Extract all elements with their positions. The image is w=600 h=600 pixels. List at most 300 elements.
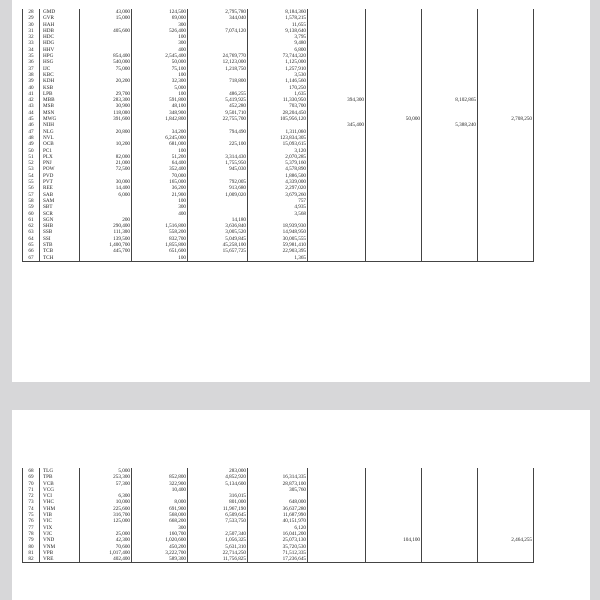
cell-stock-code: PC1 — [40, 148, 80, 154]
cell-row-number: 51 — [23, 154, 40, 160]
cell-value-col-6: 104,100 — [366, 537, 422, 543]
cell-value-col-2: 100 — [132, 148, 188, 154]
cell-row-number: 62 — [23, 223, 40, 229]
cell-value-col-2: 100 — [132, 91, 188, 97]
cell-value-col-2: 160,700 — [132, 531, 188, 537]
cell-value-col-2: 400 — [132, 211, 188, 217]
cell-value-col-1: 29,700 — [80, 91, 132, 97]
cell-value-col-4: 105,956,120 — [248, 116, 308, 122]
cell-value-col-4: 1,365 — [248, 255, 308, 262]
cell-row-number: 65 — [23, 242, 40, 248]
cell-value-col-8: 2,708,250 — [478, 116, 534, 122]
cell-row-number: 58 — [23, 198, 40, 204]
cell-value-col-2: 832,700 — [132, 236, 188, 242]
cell-value-col-3: 7,533,750 — [188, 518, 248, 524]
cell-value-col-4: 40,151,970 — [248, 518, 308, 524]
cell-value-col-1: 290,400 — [80, 223, 132, 229]
cell-value-col-4: 305,760 — [248, 487, 308, 493]
cell-stock-code: VIX — [40, 525, 80, 531]
cell-value-col-4: 703,700 — [248, 103, 308, 109]
table-row — [23, 255, 534, 262]
cell-value-col-4: 1,311,060 — [248, 129, 308, 135]
cell-value-col-2: 668,200 — [132, 518, 188, 524]
cell-row-number: 66 — [23, 248, 40, 254]
cell-value-col-1: 43,000 — [80, 9, 132, 15]
cell-value-col-3: 6,509,645 — [188, 512, 248, 518]
cell-value-col-6: 50,000 — [366, 116, 422, 122]
cell-value-col-3: 344,040 — [188, 15, 248, 21]
cell-row-number: 64 — [23, 236, 40, 242]
cell-value-col-2: 34,200 — [132, 129, 188, 135]
cell-row-number: 68 — [23, 468, 40, 474]
cell-value-col-8: 2,464,255 — [478, 537, 534, 543]
cell-stock-code: NIIH — [40, 122, 80, 128]
cell-value-col-2: 5,000 — [132, 85, 188, 91]
cell-value-col-4: 35,720,530 — [248, 544, 308, 550]
cell-value-col-3: 1,056,325 — [188, 537, 248, 543]
cell-row-number: 48 — [23, 135, 40, 141]
cell-row-number: 53 — [23, 166, 40, 172]
cell-value-col-3: 225,100 — [188, 141, 248, 147]
cell-row-number: 55 — [23, 179, 40, 185]
cell-value-col-2: 50,000 — [132, 59, 188, 65]
cell-value-col-4: 123,834,305 — [248, 135, 308, 141]
cell-row-number: 30 — [23, 22, 40, 28]
cell-stock-code: TCB — [40, 248, 80, 254]
cell-value-col-2: 100 — [132, 198, 188, 204]
cell-value-col-3: 801,000 — [188, 499, 248, 505]
cell-row-number: 35 — [23, 53, 40, 59]
cell-value-col-1: 854,400 — [80, 53, 132, 59]
cell-row-number: 43 — [23, 103, 40, 109]
cell-row-number: 28 — [23, 9, 40, 15]
cell-stock-code: SAB — [40, 192, 80, 198]
cell-stock-code: IJC — [40, 66, 80, 72]
cell-value-col-1: 72,500 — [80, 166, 132, 172]
cell-value-col-2: 10,400 — [132, 487, 188, 493]
cell-value-col-3: 45,258,100 — [188, 242, 248, 248]
cell-row-number: 32 — [23, 34, 40, 40]
cell-value-col-2: 1,516,800 — [132, 223, 188, 229]
cell-value-col-1: 20,200 — [80, 78, 132, 84]
cell-value-col-2: 852,800 — [132, 474, 188, 480]
cell-value-col-1: 402,400 — [80, 556, 132, 563]
cell-value-col-3: 14,180 — [188, 217, 248, 223]
cell-value-col-7: 8,102,865 — [422, 97, 478, 103]
cell-stock-code: PLX — [40, 154, 80, 160]
page-sheet-bottom — [12, 410, 590, 600]
cell-value-col-3: 486,255 — [188, 91, 248, 97]
cell-value-col-2: 526,400 — [132, 28, 188, 34]
cell-stock-code: POW — [40, 166, 80, 172]
cell-value-col-1: 1,400,700 — [80, 242, 132, 248]
cell-row-number: 72 — [23, 493, 40, 499]
cell-value-col-8 — [478, 255, 534, 262]
cell-stock-code: PVD — [40, 173, 80, 179]
cell-value-col-1: 21,000 — [80, 160, 132, 166]
cell-stock-code: VIC — [40, 518, 80, 524]
cell-value-col-2: 64,400 — [132, 160, 188, 166]
cell-value-col-2: 450,200 — [132, 544, 188, 550]
cell-row-number: 63 — [23, 229, 40, 235]
cell-value-col-1: 200 — [80, 217, 132, 223]
cell-value-col-2: 100 — [132, 72, 188, 78]
cell-value-col-3: 5,419,925 — [188, 97, 248, 103]
cell-value-col-2: 300 — [132, 22, 188, 28]
cell-value-col-2: 8,000 — [132, 499, 188, 505]
cell-value-col-4: 4,339,000 — [248, 179, 308, 185]
cell-value-col-2: 300 — [132, 204, 188, 210]
cell-row-number: 73 — [23, 499, 40, 505]
cell-stock-code: STB — [40, 242, 80, 248]
cell-row-number: 76 — [23, 518, 40, 524]
cell-value-col-4: 18,939,930 — [248, 223, 308, 229]
cell-value-col-4: 11,687,990 — [248, 512, 308, 518]
cell-value-col-1: 75,000 — [80, 66, 132, 72]
cell-value-col-3: 22,755,700 — [188, 116, 248, 122]
cell-value-col-1: 6,300 — [80, 493, 132, 499]
cell-stock-code: HDC — [40, 34, 80, 40]
cell-value-col-1: 225,600 — [80, 506, 132, 512]
cell-value-col-4: 2,297,020 — [248, 185, 308, 191]
cell-value-col-3: 3,314,430 — [188, 154, 248, 160]
cell-value-col-2: 1,842,800 — [132, 116, 188, 122]
cell-value-col-2: 165,000 — [132, 179, 188, 185]
cell-stock-code: SSB — [40, 229, 80, 235]
cell-value-col-1: 20,800 — [80, 129, 132, 135]
cell-value-col-4: 1,125,000 — [248, 59, 308, 65]
cell-value-col-4: 59,981,410 — [248, 242, 308, 248]
cell-value-col-3: 1,755,950 — [188, 160, 248, 166]
cell-value-col-1 — [80, 255, 132, 262]
cell-value-col-4: 1,886,500 — [248, 173, 308, 179]
cell-value-col-2: 651,600 — [132, 248, 188, 254]
cell-stock-code: HSG — [40, 59, 80, 65]
cell-value-col-4: 1,578,215 — [248, 15, 308, 21]
cell-value-col-2: 352,400 — [132, 166, 188, 172]
cell-value-col-3: 283,000 — [188, 468, 248, 474]
cell-value-col-3: 11,756,825 — [188, 556, 248, 563]
cell-row-number: 61 — [23, 217, 40, 223]
cell-value-col-4: 28,204,450 — [248, 110, 308, 116]
cell-value-col-2: 36,200 — [132, 185, 188, 191]
cell-value-col-3: 15,657,725 — [188, 248, 248, 254]
table-row — [23, 556, 534, 563]
cell-value-col-1: 253,300 — [80, 474, 132, 480]
cell-value-col-4: 6,800 — [248, 47, 308, 53]
cell-value-col-4: 5,379,160 — [248, 160, 308, 166]
cell-stock-code: MBB — [40, 97, 80, 103]
cell-value-col-4: 1,257,910 — [248, 66, 308, 72]
cell-row-number: 75 — [23, 512, 40, 518]
cell-value-col-2: 6,245,000 — [132, 135, 188, 141]
page-sheet-top — [12, 0, 590, 382]
cell-value-col-1: 5,000 — [80, 468, 132, 474]
cell-value-col-4: 17,236,645 — [248, 556, 308, 563]
cell-value-col-3: 7,074,120 — [188, 28, 248, 34]
cell-value-col-3: 5,049,845 — [188, 236, 248, 242]
cell-value-col-1: 1,017,400 — [80, 550, 132, 556]
cell-row-number: 71 — [23, 487, 40, 493]
cell-stock-code: VCB — [40, 481, 80, 487]
cell-stock-code: KBC — [40, 72, 80, 78]
cell-value-col-1: 540,000 — [80, 59, 132, 65]
cell-value-col-4: 71,512,335 — [248, 550, 308, 556]
cell-value-col-1: 14,400 — [80, 185, 132, 191]
cell-value-col-5 — [308, 556, 366, 563]
cell-row-number: 33 — [23, 40, 40, 46]
cell-stock-code: GVR — [40, 15, 80, 21]
cell-row-number: 74 — [23, 506, 40, 512]
cell-row-number: 47 — [23, 129, 40, 135]
cell-value-col-3: 945,030 — [188, 166, 248, 172]
cell-row-number: 31 — [23, 28, 40, 34]
cell-stock-code: VND — [40, 537, 80, 543]
cell-value-col-3: 794,490 — [188, 129, 248, 135]
cell-value-col-1: 82,000 — [80, 154, 132, 160]
cell-row-number: 82 — [23, 556, 40, 563]
cell-value-col-2: 348,900 — [132, 110, 188, 116]
cell-value-col-2: 124,500 — [132, 9, 188, 15]
cell-stock-code: MSB — [40, 103, 80, 109]
cell-value-col-4: 11,330,950 — [248, 97, 308, 103]
cell-row-number: 57 — [23, 192, 40, 198]
cell-value-col-4: 4,578,890 — [248, 166, 308, 172]
cell-stock-code: HDG — [40, 40, 80, 46]
cell-value-col-2: 75,100 — [132, 66, 188, 72]
cell-value-col-2: 400 — [132, 47, 188, 53]
cell-stock-code: HPG — [40, 53, 80, 59]
cell-value-col-4: 757 — [248, 198, 308, 204]
cell-row-number: 37 — [23, 66, 40, 72]
cell-value-col-4: 28,873,100 — [248, 481, 308, 487]
cell-value-col-4: 9,480 — [248, 40, 308, 46]
cell-stock-code: SGN — [40, 217, 80, 223]
cell-stock-code: VCI — [40, 493, 80, 499]
cell-value-col-2: 69,000 — [132, 15, 188, 21]
cell-value-col-8 — [478, 556, 534, 563]
cell-stock-code: VCG — [40, 487, 80, 493]
cell-stock-code: OCB — [40, 141, 80, 147]
cell-value-col-4: 1,635 — [248, 91, 308, 97]
cell-row-number: 69 — [23, 474, 40, 480]
cell-row-number: 56 — [23, 185, 40, 191]
cell-value-col-4: 36,637,280 — [248, 506, 308, 512]
cell-value-col-3: 1,218,750 — [188, 66, 248, 72]
cell-row-number: 60 — [23, 211, 40, 217]
cell-stock-code: VJC — [40, 531, 80, 537]
cell-value-col-4: 9,138,640 — [248, 28, 308, 34]
cell-value-col-4: 170,250 — [248, 85, 308, 91]
cell-value-col-7 — [422, 255, 478, 262]
cell-value-col-4: 22,903,395 — [248, 248, 308, 254]
cell-value-col-1: 118,000 — [80, 110, 132, 116]
cell-stock-code: TPB — [40, 474, 80, 480]
cell-value-col-3: 452,280 — [188, 103, 248, 109]
cell-stock-code: SHB — [40, 223, 80, 229]
cell-value-col-4: 16,314,335 — [248, 474, 308, 480]
cell-stock-code: SAM — [40, 198, 80, 204]
cell-stock-code: VRE — [40, 556, 80, 563]
cell-value-col-4: 2,070,285 — [248, 154, 308, 160]
cell-value-col-5 — [308, 255, 366, 262]
cell-value-col-4: 73,744,320 — [248, 53, 308, 59]
cell-stock-code: TCH — [40, 255, 80, 262]
cell-value-col-2: 691,900 — [132, 506, 188, 512]
cell-value-col-1: 445,700 — [80, 248, 132, 254]
cell-value-col-1: 30,000 — [80, 179, 132, 185]
cell-value-col-2: 21,900 — [132, 192, 188, 198]
cell-row-number: 40 — [23, 85, 40, 91]
cell-value-col-1: 111,300 — [80, 229, 132, 235]
cell-value-col-1: 283,300 — [80, 97, 132, 103]
cell-stock-code: TLG — [40, 468, 80, 474]
cell-row-number: 77 — [23, 525, 40, 531]
cell-stock-code: REE — [40, 185, 80, 191]
cell-stock-code: GMD — [40, 9, 80, 15]
cell-value-col-3: 3,636,840 — [188, 223, 248, 229]
cell-value-col-2: 591,800 — [132, 97, 188, 103]
cell-stock-code: VNM — [40, 544, 80, 550]
cell-value-col-1: 139,500 — [80, 236, 132, 242]
cell-value-col-2: 300 — [132, 525, 188, 531]
cell-value-col-4: 4,935 — [248, 204, 308, 210]
cell-value-col-2: 568,000 — [132, 512, 188, 518]
cell-row-number: 34 — [23, 47, 40, 53]
cell-stock-code: KDH — [40, 78, 80, 84]
cell-stock-code: LPB — [40, 91, 80, 97]
cell-value-col-4: 648,000 — [248, 499, 308, 505]
cell-value-col-3: 718,800 — [188, 78, 248, 84]
cell-value-col-4: 30,005,555 — [248, 236, 308, 242]
cell-value-col-2: 558,200 — [132, 229, 188, 235]
cell-row-number: 44 — [23, 110, 40, 116]
cell-stock-code: MWG — [40, 116, 80, 122]
cell-row-number: 36 — [23, 59, 40, 65]
cell-stock-code: VIB — [40, 512, 80, 518]
cell-value-col-3: 792,005 — [188, 179, 248, 185]
cell-value-col-1: 42,300 — [80, 537, 132, 543]
cell-value-col-2: 2,545,400 — [132, 53, 188, 59]
cell-value-col-4: 14,948,950 — [248, 229, 308, 235]
trading-table-top — [22, 9, 534, 262]
cell-stock-code: PVT — [40, 179, 80, 185]
cell-stock-code: NLG — [40, 129, 80, 135]
cell-row-number: 67 — [23, 255, 40, 262]
cell-value-col-2: 681,000 — [132, 141, 188, 147]
cell-value-col-4: 15,093,615 — [248, 141, 308, 147]
cell-value-col-3: 5,631,310 — [188, 544, 248, 550]
cell-stock-code: VHC — [40, 499, 80, 505]
cell-value-col-3: 1,009,020 — [188, 192, 248, 198]
cell-value-col-2: 100 — [132, 255, 188, 262]
cell-value-col-4: 8,184,360 — [248, 9, 308, 15]
cell-stock-code: SCR — [40, 211, 80, 217]
cell-value-col-2: 3,222,700 — [132, 550, 188, 556]
cell-value-col-3: 22,714,250 — [188, 550, 248, 556]
cell-value-col-2: 70,000 — [132, 173, 188, 179]
cell-value-col-3: 4,852,920 — [188, 474, 248, 480]
cell-value-col-2: 589,300 — [132, 556, 188, 563]
cell-value-col-2: 1,855,800 — [132, 242, 188, 248]
cell-value-col-3: 12,123,000 — [188, 59, 248, 65]
cell-value-col-4: 3,568 — [248, 211, 308, 217]
cell-value-col-2: 32,300 — [132, 78, 188, 84]
trading-table-bottom — [22, 468, 534, 563]
cell-value-col-3: 2,795,780 — [188, 9, 248, 15]
cell-value-col-5: 394,300 — [308, 97, 366, 103]
cell-value-col-1: 125,000 — [80, 518, 132, 524]
cell-value-col-3 — [188, 255, 248, 262]
cell-value-col-2: 51,200 — [132, 154, 188, 160]
cell-row-number: 52 — [23, 160, 40, 166]
cell-stock-code: HHV — [40, 47, 80, 53]
cell-value-col-3: 5,134,600 — [188, 481, 248, 487]
cell-row-number: 42 — [23, 97, 40, 103]
cell-value-col-4: 16,041,200 — [248, 531, 308, 537]
cell-row-number: 59 — [23, 204, 40, 210]
cell-value-col-4: 3,679,260 — [248, 192, 308, 198]
cell-value-col-3: 3,005,520 — [188, 229, 248, 235]
cell-value-col-1: 10,000 — [80, 499, 132, 505]
cell-value-col-3: 9,501,710 — [188, 110, 248, 116]
cell-stock-code: PNJ — [40, 160, 80, 166]
cell-value-col-2: 48,100 — [132, 103, 188, 109]
cell-value-col-4: 3,795 — [248, 34, 308, 40]
cell-row-number: 50 — [23, 148, 40, 154]
cell-value-col-3: 11,967,190 — [188, 506, 248, 512]
cell-stock-code: SSI — [40, 236, 80, 242]
cell-value-col-1: 391,600 — [80, 116, 132, 122]
cell-row-number: 46 — [23, 122, 40, 128]
cell-value-col-4: 3,530 — [248, 72, 308, 78]
cell-row-number: 81 — [23, 550, 40, 556]
cell-value-col-4: 25,073,130 — [248, 537, 308, 543]
cell-value-col-2: 1,020,600 — [132, 537, 188, 543]
cell-stock-code: SBT — [40, 204, 80, 210]
cell-value-col-1: 70,600 — [80, 544, 132, 550]
cell-stock-code: NVL — [40, 135, 80, 141]
cell-value-col-6 — [366, 556, 422, 563]
cell-stock-code: KSB — [40, 85, 80, 91]
cell-value-col-3: 913,680 — [188, 185, 248, 191]
cell-value-col-4: 6,120 — [248, 525, 308, 531]
cell-row-number: 45 — [23, 116, 40, 122]
cell-row-number: 78 — [23, 531, 40, 537]
cell-value-col-1: 10,200 — [80, 141, 132, 147]
cell-value-col-4: 1,146,560 — [248, 78, 308, 84]
cell-value-col-5: 345,400 — [308, 122, 366, 128]
cell-value-col-7: 5,388,240 — [422, 122, 478, 128]
cell-row-number: 49 — [23, 141, 40, 147]
cell-row-number: 39 — [23, 78, 40, 84]
cell-row-number: 79 — [23, 537, 40, 543]
cell-value-col-3: 2,507,340 — [188, 531, 248, 537]
cell-value-col-1: 15,000 — [80, 15, 132, 21]
cell-value-col-4: 11,655 — [248, 22, 308, 28]
cell-value-col-2: 300 — [132, 40, 188, 46]
cell-value-col-1: 25,000 — [80, 531, 132, 537]
cell-value-col-1: 57,300 — [80, 481, 132, 487]
cell-value-col-2: 322,900 — [132, 481, 188, 487]
cell-row-number: 38 — [23, 72, 40, 78]
cell-value-col-4: 3,120 — [248, 148, 308, 154]
cell-value-col-7 — [422, 556, 478, 563]
cell-stock-code: VHM — [40, 506, 80, 512]
cell-value-col-6 — [366, 255, 422, 262]
cell-value-col-1: 405,600 — [80, 28, 132, 34]
cell-row-number: 54 — [23, 173, 40, 179]
